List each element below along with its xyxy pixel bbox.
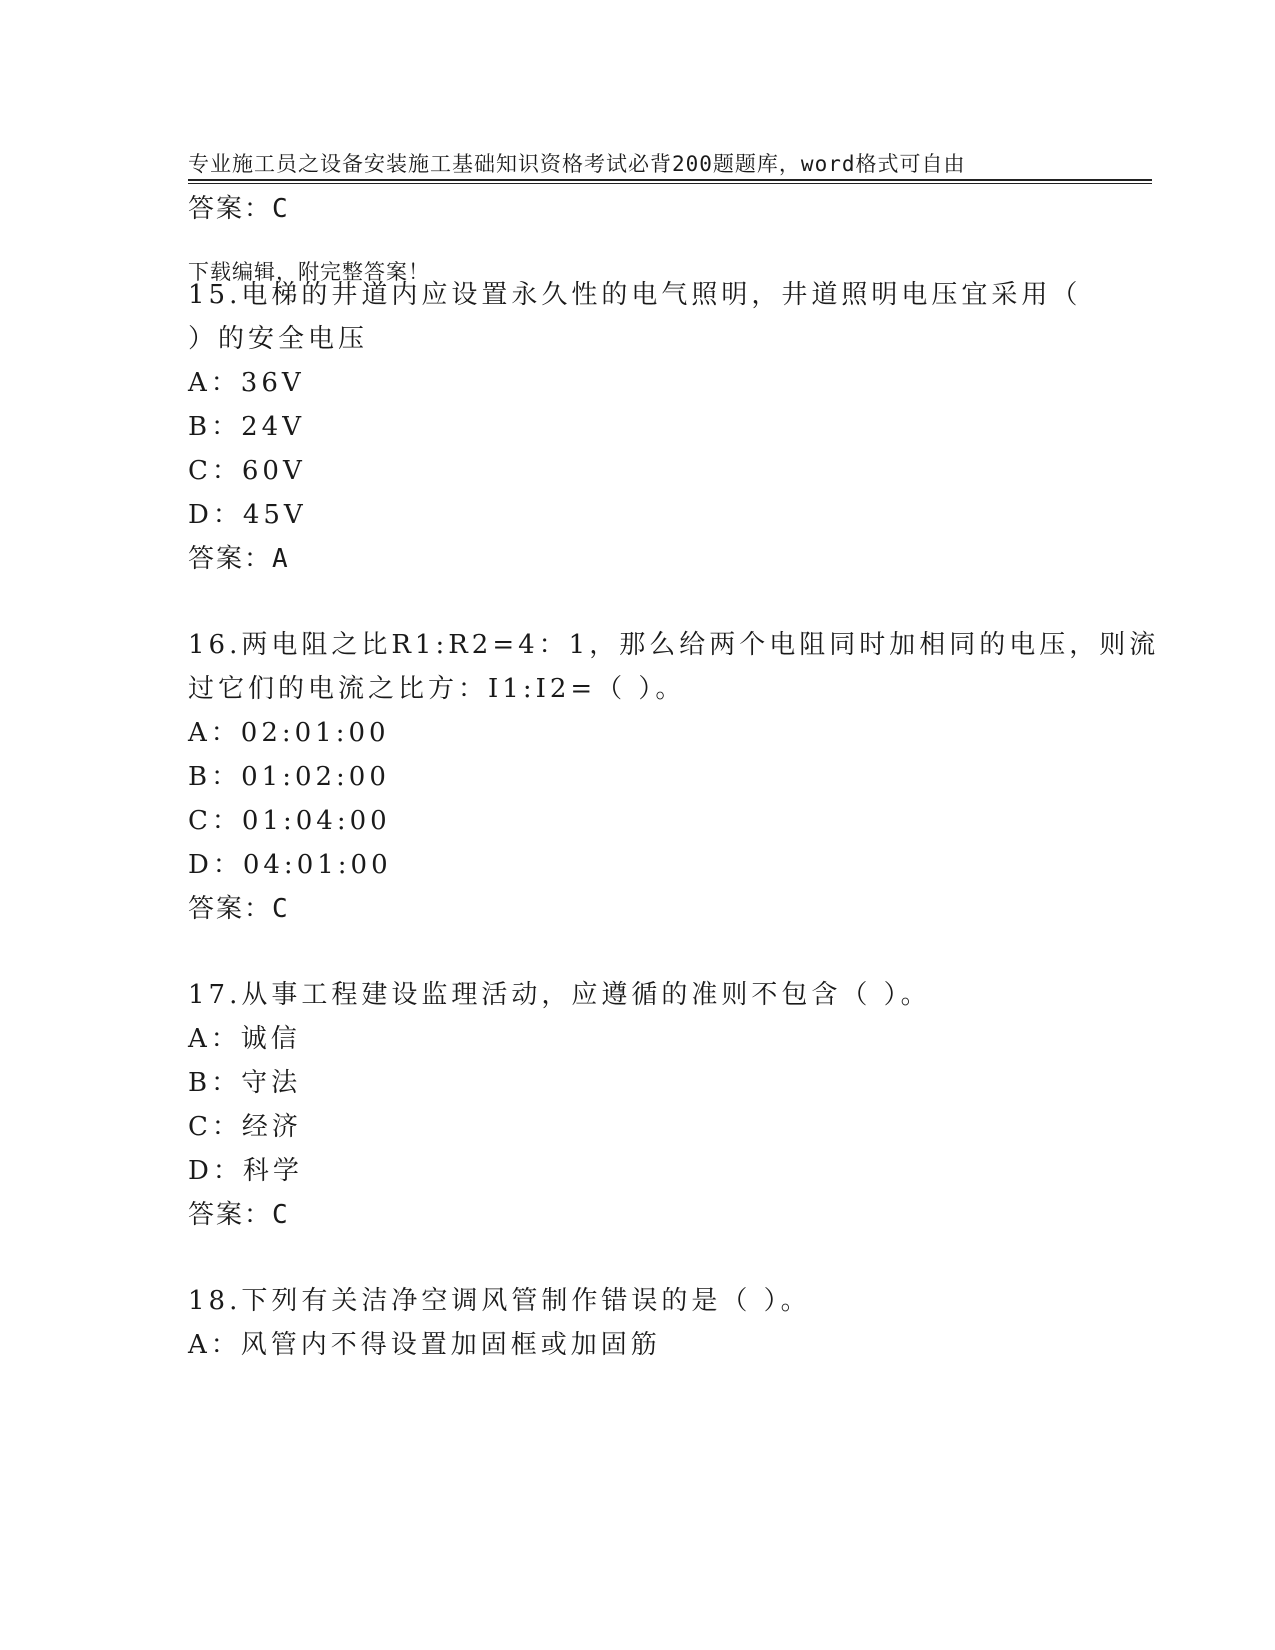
option-line: A：02:01:00 xyxy=(188,718,390,748)
option-line: D：04:01:00 xyxy=(188,850,392,880)
answer-line: 答案：C xyxy=(188,194,290,224)
option-line: D：45V xyxy=(188,500,307,530)
option-line: B：守法 xyxy=(188,1068,302,1098)
question-line: 15.电梯的井道内应设置永久性的电气照明，井道照明电压宜采用（ xyxy=(188,280,1082,310)
option-line: C：60V xyxy=(188,456,306,486)
question-line: 18.下列有关洁净空调风管制作错误的是（ ）。 xyxy=(188,1286,811,1316)
header-rule-thick xyxy=(188,179,1152,181)
option-line: B：24V xyxy=(188,412,305,442)
option-line: D：科学 xyxy=(188,1156,303,1186)
answer-line: 答案：C xyxy=(188,894,290,924)
question-line: 过它们的电流之比方：I1:I2=（ ）。 xyxy=(188,674,686,704)
question-line: ）的安全电压 xyxy=(188,324,369,354)
answer-line: 答案：A xyxy=(188,544,290,574)
question-line: 16.两电阻之比R1:R2=4：1，那么给两个电阻同时加相同的电压，则流 xyxy=(188,630,1160,660)
option-line: C：经济 xyxy=(188,1112,302,1142)
option-line: B：01:02:00 xyxy=(188,762,390,792)
option-line: A：诚信 xyxy=(188,1024,301,1054)
option-line: A：36V xyxy=(188,368,305,398)
option-line: C：01:04:00 xyxy=(188,806,391,836)
header-line-1: 专业施工员之设备安装施工基础知识资格考试必背200题题库，word格式可自由 xyxy=(188,152,966,176)
option-line: A：风管内不得设置加固框或加固筋 xyxy=(188,1330,661,1360)
answer-line: 答案：C xyxy=(188,1200,290,1230)
header-line-2: 下载编辑，附完整答案！ xyxy=(188,260,430,284)
question-line: 17.从事工程建设监理活动，应遵循的准则不包含（ ）。 xyxy=(188,980,931,1010)
header-rule-thin xyxy=(188,183,1152,184)
